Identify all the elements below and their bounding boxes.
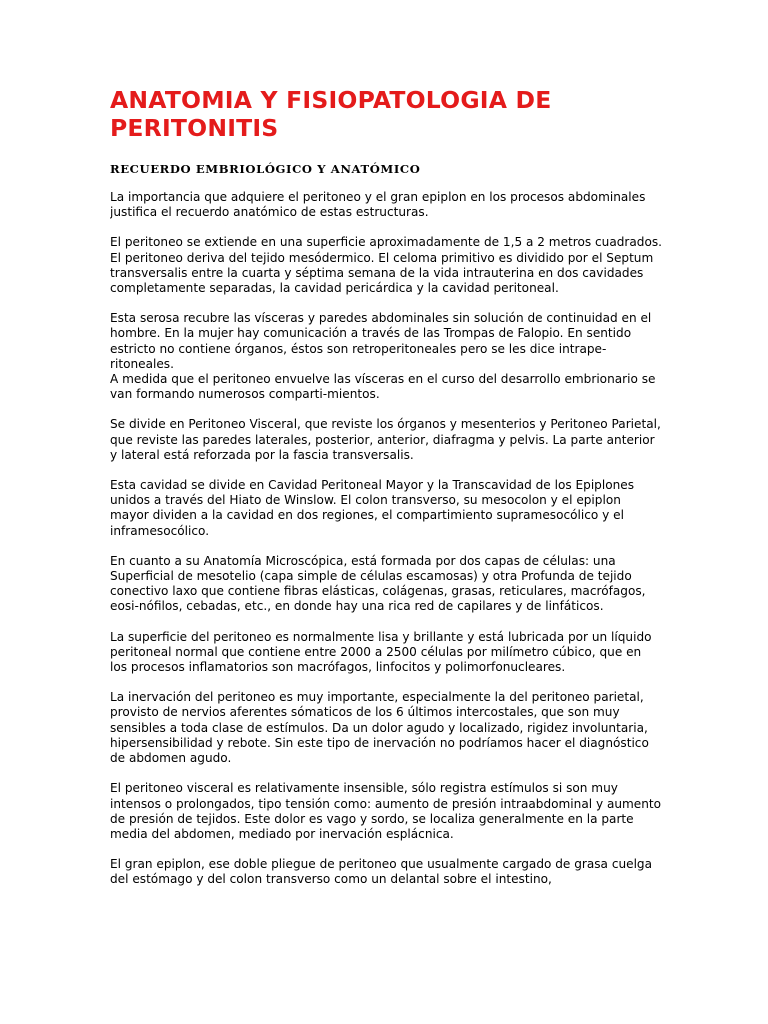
paragraph-anatomia-microscopica: En cuanto a su Anatomía Microscópica, está formada por dos capas de células: una Superficial de mesotelio (capa simple de células escamosas) y otra Profunda de tejido conectivo laxo que contiene fibras elásticas, colágenas, grasas, reticulares, macrófagos, eosi-nófilos, cebadas, etc., en donde hay una rica red de capilares y de linfáticos.	[110, 553, 646, 614]
paragraph-peritoneo-visceral: El peritoneo visceral es relativamente insensible, sólo registra estímulos si son muy intensos o prolongados, tipo tensión como: aumento de presión intraabdominal y aumento de presión de tejidos. Este dolor es vago y sordo, se localiza generalmente en la parte media del abdomen, mediado por inervación esplácnica.	[110, 781, 662, 841]
section-heading: RECUERDO EMBRIOLÓGICO Y ANATÓMICO	[110, 162, 421, 176]
document-page	[110, 86, 662, 1006]
paragraph-gran-epiplon: El gran epiplon, ese doble pliegue de peritoneo que usualmente cargado de grasa cuelga del estómago y del colon transverso como un delantal sobre el intestino,	[110, 857, 653, 887]
paragraph-inervacion: La inervación del peritoneo es muy importante, especialmente la del peritoneo parietal, provisto de nervios aferentes sómaticos de los 6 últimos intercostales, que son muy sensibles a toda clase de estímulos. Da un dolor agudo y localizado, rigidez involuntaria, hipersensibilidad y rebote. Sin este tipo de inervación no podríamos hacer el diagnóstico de abdomen agudo.	[110, 690, 649, 766]
paragraph-cavidad: Esta cavidad se divide en Cavidad Peritoneal Mayor y la Transcavidad de los Epiplones unidos a través del Hiato de Winslow. El colon transverso, su mesocolon y el epiplon mayor dividen a la cavidad en dos regiones, el compartimiento supramesocólico y el inframesocólico.	[110, 478, 635, 538]
paragraph-importancia: La importancia que adquiere el peritoneo y el gran epiplon en los procesos abdominales justifica el recuerdo anatómico de estas estructuras.	[110, 190, 646, 220]
document-title: ANATOMIA Y FISIOPATOLOGIA DE PERITONITIS	[110, 86, 552, 142]
paragraph-superficie: El peritoneo se extiende en una superficie aproximadamente de 1,5 a 2 metros cuadrados. El peritoneo deriva del tejido mesódermico. El celoma primitivo es dividido por el Septum transversalis entre la cuarta y séptima semana de la vida intrauterina en dos cavidades completamente separadas, la cavidad pericárdica y la cavidad peritoneal.	[110, 235, 662, 296]
paragraph-division: Se divide en Peritoneo Visceral, que reviste los órganos y mesenterios y Peritoneo Parietal, que reviste las paredes laterales, posterior, anterior, diafragma y pelvis. La parte anterior y lateral está reforzada por la fascia transversalis.	[110, 417, 661, 462]
paragraph-serosa: Esta serosa recubre las vísceras y paredes abdominales sin solución de continuidad en el hombre. En la mujer hay comunicación a través de las Trompas de Falopio. En sentido estricto no contiene órganos, éstos son retroperitoneales pero se les dice intrape-ritoneales. A medida que el peritoneo envuelve las vísceras en el curso del desarrollo embrionario se van formando numerosos comparti-mientos.	[110, 311, 656, 402]
paragraph-liquido-peritoneal: La superficie del peritoneo es normalmente lisa y brillante y está lubricada por un líquido peritoneal normal que contiene entre 2000 a 2500 células por milímetro cúbico, que en los procesos inflamatorios son macrófagos, linfocitos y polimorfonucleares.	[110, 629, 652, 675]
